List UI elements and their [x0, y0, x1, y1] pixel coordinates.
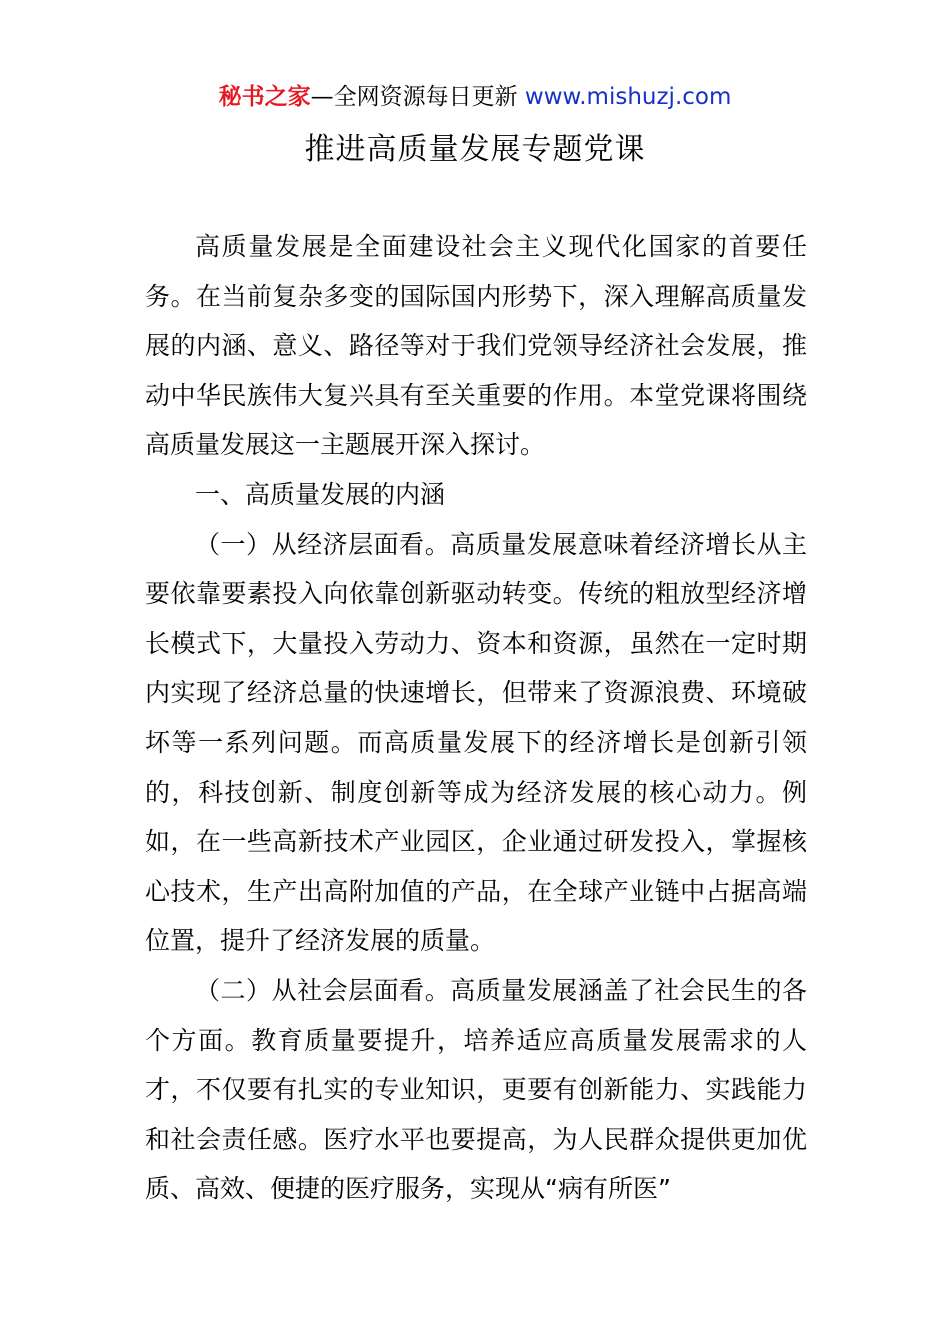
brand-name: 秘书之家 [218, 84, 311, 110]
intro-paragraph: 高质量发展是全面建设社会主义现代化国家的首要任务。在当前复杂多变的国际国内形势下，深入理解高质量发展的内涵、意义、路径等对于我们党领导经济社会发展，推动中华民族伟大复兴具有至关重要的作用。本堂党课将围绕高质量发展这一主题展开深入探讨。 [145, 232, 807, 460]
site-header [0, 82, 950, 112]
document-body [145, 222, 807, 1214]
document-title: 推进高质量发展专题党课 [304, 132, 646, 167]
header-tagline: —全网资源每日更新 [310, 84, 518, 110]
economic-paragraph: （一）从经济层面看。高质量发展意味着经济增长从主要依靠要素投入向依靠创新驱动转变。传统的粗放型经济增长模式下，大量投入劳动力、资本和资源，虽然在一定时期内实现了经济总量的快速增长，但带来了资源浪费、环境破坏等一系列问题。而高质量发展下的经济增长是创新引领的，科技创新、制度创新等成为经济发展的核心动力。例如，在一些高新技术产业园区，企业通过研发投入，掌握核心技术，生产出高附加值的产品，在全球产业链中占据高端位置，提升了经济发展的质量。 [145, 529, 807, 956]
social-paragraph: （二）从社会层面看。高质量发展涵盖了社会民生的各个方面。教育质量要提升，培养适应高质量发展需求的人才，不仅要有扎实的专业知识，更要有创新能力、实践能力和社会责任感。医疗水平也要提高，为人民群众提供更加优质、高效、便捷的医疗服务，实现从“病有所医” [145, 975, 807, 1204]
section-heading-1: 一、高质量发展的内涵 [195, 479, 446, 509]
site-url-link[interactable]: www.mishuzj.com [524, 84, 732, 110]
